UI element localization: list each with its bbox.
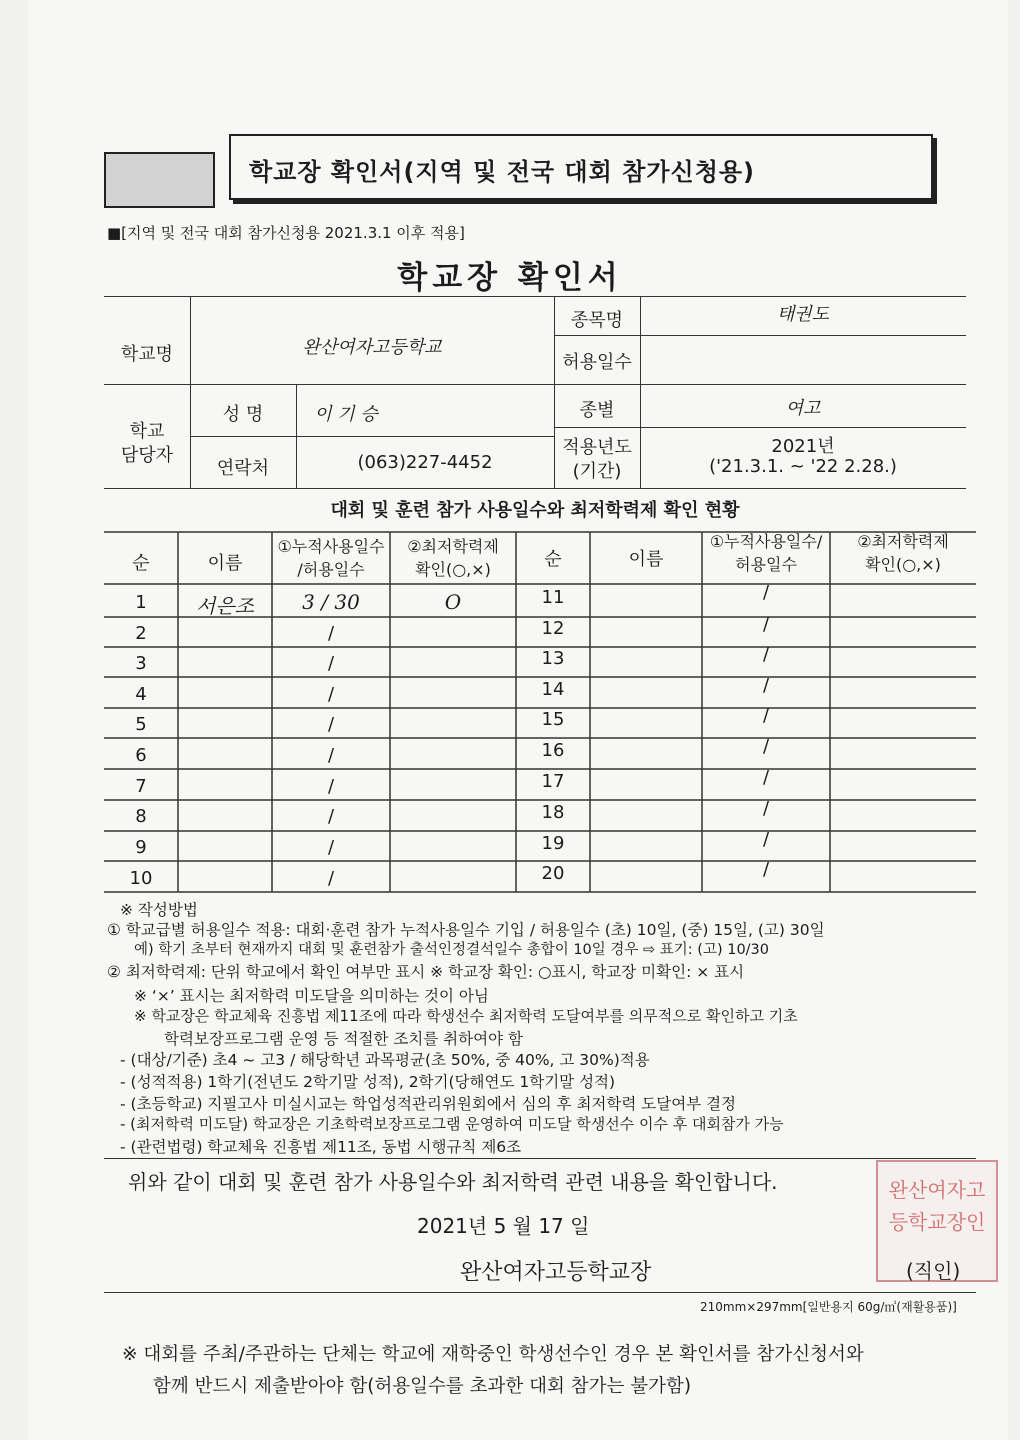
row-days: / [327,806,335,827]
row-no: 10 [129,868,153,889]
note-line: - (최저학력 미도달) 학교장은 기초학력보장프로그램 운영하여 미도달 학생선수 이수 후 대회참가 가능 [120,1115,784,1133]
header-name-left: 이름 [207,553,243,574]
row-days: / [762,614,770,635]
notes-heading: ※ 작성방법 [120,901,198,919]
school-label: 학교명 [120,344,174,365]
main-title: 학교장 확인서 [397,260,623,296]
row-days: / [327,623,335,644]
header-days-left: ①누적사용일수 /허용일수 [277,537,385,579]
type-label: 종별 [579,400,615,421]
name-value: 이 기 승 [314,404,378,425]
row-no: 8 [135,806,147,827]
confirm-text: 위와 같이 대회 및 훈련 참가 사용일수와 최저학력 관련 내용을 확인합니다. [128,1170,778,1194]
row-days: / [327,868,335,889]
row-days: / [762,859,770,880]
row-days: / [327,776,335,797]
row-no: 20 [541,863,565,884]
note-line: ② 최저학력제: 단위 학교에서 확인 여부만 표시 ※ 학교장 확인: ○표시, 학교장 미확인: × 표시 [107,963,745,981]
row-no: 7 [135,776,147,797]
row-no: 15 [541,709,565,730]
period-value: ('21.3.1. ~ '22 2.28.) [709,456,897,477]
row-days: / [762,705,770,726]
manager-label: 학교 담당자 [120,421,174,466]
row-days: / [762,767,770,788]
note-line: - (초등학교) 지필고사 미실시교는 학업성적관리위원회에서 심의 후 최저학력 도달여부 결정 [120,1095,737,1113]
row-no: 12 [541,618,565,639]
contact-label: 연락처 [216,458,270,479]
row-days: / [327,745,335,766]
note-line: 학력보장프로그램 운영 등 적절한 조치를 취하여야 함 [164,1030,523,1048]
school-name: 완산여자고등학교 [302,337,442,358]
row-days: / [327,837,335,858]
footer-note-2: 함께 반드시 제출받아야 함(허용일수를 초과한 대회 참가는 불가함) [153,1376,692,1397]
note-line: ① 학교급별 허용일수 적용: 대회·훈련 참가 누적사용일수 기입 / 허용일수 (초) 10일, (중) 15일, (고) 30일 [107,921,825,939]
row-days: / [762,829,770,850]
row-days: / [327,684,335,705]
row-no: 4 [135,684,147,705]
row-days: / [762,644,770,665]
header-no-left: 순 [132,553,150,574]
section-title: 대회 및 훈련 참가 사용일수와 최저학력제 확인 현황 [330,500,740,521]
header-name-right: 이름 [628,549,664,570]
footer-line [104,1292,976,1293]
type-value: 여고 [785,398,821,419]
row-no: 9 [135,837,147,858]
allowed-label: 허용일수 [562,352,632,373]
row-days: 3 / 30 [302,590,360,614]
row-no: 3 [135,653,147,674]
header-check-left: ②최저학력제 확인(○,×) [407,537,499,579]
row-no: 17 [541,771,565,792]
note-line: 예) 학기 초부터 현재까지 대회 및 훈련참가 출석인정결석일수 총합이 10일 경우 ⇨ 표기: (고) 10/30 [134,942,770,958]
row-days: / [762,675,770,696]
note-line: - (대상/기준) 초4 ~ 고3 / 해당학년 과목평균(초 50%, 중 40%, 고 30%)적용 [120,1051,650,1069]
row-no: 2 [135,623,147,644]
name-label: 성 명 [222,404,264,425]
footer-note-1: ※ 대회를 주최/주관하는 단체는 학교에 재학중인 학생선수인 경우 본 확인서를 참가신청서와 [122,1344,864,1365]
seal-inscription: 완산여자고등학교장인 [888,1178,986,1234]
row-no: 1 [135,592,147,613]
note-line: ※ ‘×’ 표시는 최저학력 미도달을 의미하는 것이 아님 [134,987,489,1005]
row-no: 5 [135,714,147,735]
principal-text: 완산여자고등학교장 [460,1260,652,1285]
note-line: - (관련법령) 학교체육 진흥법 제11조, 동법 시행규칙 제6조 [120,1138,522,1156]
sport-value: 태권도 [776,304,830,325]
row-days: / [327,653,335,674]
sport-label: 종목명 [570,310,624,331]
row-no: 14 [541,679,565,700]
paper-spec: 210mm×297mm[일반용지 60g/㎡(재활용품)] [700,1300,957,1314]
row-no: 16 [541,740,565,761]
row-no: 11 [541,587,565,608]
row-days: / [762,582,770,603]
row-no: 18 [541,802,565,823]
header-days-right: ①누적사용일수/ 허용일수 [709,532,823,574]
confirm-top-line [104,1158,976,1159]
year-value: 2021년 [771,436,835,457]
header-title: 학교장 확인서(지역 및 전국 대회 참가신청용) [249,158,756,186]
date-text: 2021년 5 월 17 일 [417,1214,590,1238]
header-check-right: ②최저학력제 확인(○,×) [857,532,949,574]
note-line: ※ 학교장은 학교체육 진흥법 제11조에 따라 학생선수 최저학력 도달여부를 의무적으로 확인하고 기초 [134,1007,798,1025]
seal-label: (직인) [906,1259,961,1283]
header-no-right: 순 [544,549,562,570]
year-label: 적용년도 (기간) [562,437,632,482]
row-no: 19 [541,833,565,854]
note-line: - (성적적용) 1학기(전년도 2학기말 성적), 2학기(당해연도 1학기말 성적) [120,1073,616,1091]
contact-value: (063)227-4452 [357,452,493,473]
row-name: 서은조 [196,594,254,618]
row-days: / [327,714,335,735]
sub-header: ■[지역 및 전국 대회 참가신청용 2021.3.1 이후 적용] [107,224,465,242]
row-check: O [444,590,462,614]
row-no: 13 [541,648,565,669]
row-days: / [762,736,770,757]
row-days: / [762,798,770,819]
row-no: 6 [135,745,147,766]
